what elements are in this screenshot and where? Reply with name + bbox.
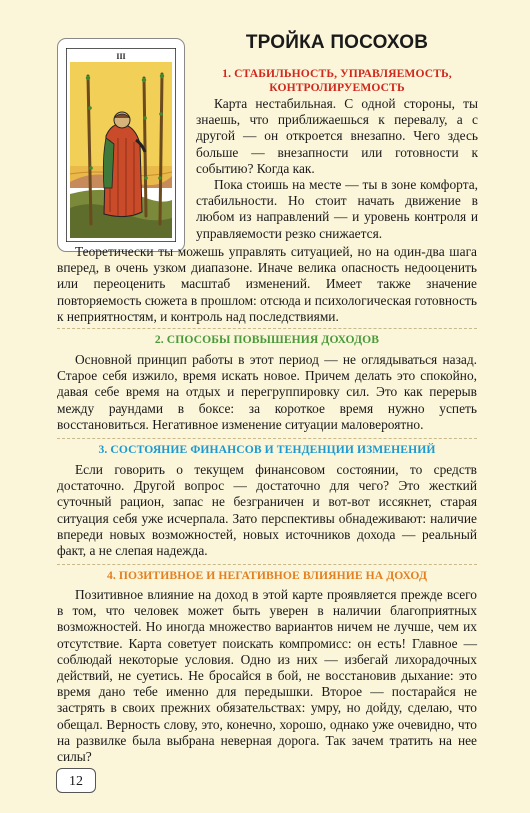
section-4-heading: 4. ПОЗИТИВНОЕ И НЕГАТИВНОЕ ВЛИЯНИЕ НА ДОХОД (106, 569, 428, 582)
section-2-heading: 2. СПОСОБЫ ПОВЫШЕНИЯ ДОХОДОВ (154, 333, 380, 346)
section-1-paragraph-3: Теоретически ты можешь управлять ситуацией, но на один-два шага вперед, в очень узком диапазоне. Иначе велика опасность недооценить или переоценить масштаб изменений. Имеет также значение повторяемость сюжета в прошлом: отсюда и психологическая готовность к неприятностям, и контроль над последствиями. (57, 244, 477, 324)
section-4-body (57, 587, 477, 765)
section-3-heading: 3. СОСТОЯНИЕ ФИНАНСОВ И ТЕНДЕНЦИИ ИЗМЕНЕНИЙ (98, 443, 436, 456)
tarot-illustration (66, 48, 176, 242)
card-numeral: III (116, 52, 126, 61)
section-1-paragraph-1: Карта нестабильная. С одной стороны, ты знаешь, что приближаешься к перевалу, а с другой — он откроется внезапно. Чего здесь больше — внезапности или готовности к событию? Когда как. (196, 96, 478, 176)
page-number: 12 (56, 768, 96, 793)
section-2-body (57, 352, 477, 433)
section-1-heading-line-1: 1. СТАБИЛЬНОСТЬ, УПРАВЛЯЕМОСТЬ, (222, 67, 452, 80)
tarot-card-three-of-wands (57, 38, 185, 252)
section-3-body (57, 462, 477, 559)
section-divider (57, 438, 477, 439)
section-1-heading (196, 67, 478, 95)
section-1-body-continued (57, 244, 477, 325)
section-1-paragraph-2: Пока стоишь на месте — ты в зоне комфорта, стабильности. Но стоит начать движение в любом из направлений — и уровень контроля и управляемости резко снижается. (196, 177, 478, 241)
section-divider (57, 328, 477, 329)
section-divider (57, 564, 477, 565)
section-2-paragraph: Основной принцип работы в этот период — не оглядываться назад. Старое себя изжило, время искать новое. Причем делать это спокойно, давая себе время на отдых и перегруппировку сил. Это как перерыв между раундами в боксе: за короткое время нужно успеть восстановиться. Негативное изменение ситуации маловероятно. (57, 352, 477, 432)
section-3-paragraph: Если говорить о текущем финансовом состоянии, то средств достаточно. Другой вопрос — достаточно для чего? Это жесткий суточный рацион, запас не безграничен и вот-вот иссякнет, старая ситуация себя уже исчерпала. Зато перспективы обнадеживают: наличие впереди новых возможностей, новых источников дохода — реальный факт, а не слепая надежда. (57, 462, 477, 559)
section-1-heading-line-2: КОНТРОЛИРУЕМОСТЬ (269, 81, 405, 94)
section-1-body (196, 96, 478, 242)
section-4-paragraph: Позитивное влияние на доход в этой карте проявляется прежде всего в том, что человек может быть уверен в наличии благоприятных возможностей. Но иногда множество вариантов ничем не лучше, чем их отсутствие. Карта советует поискать компромисс: он есть! Главное — соблюдай некоторые условия. Одно из них — избегай лихорадочных действий, не суетись. Не бросайся в бой, не восстановив дыхание: это время дано тебе именно для передышки. Второе — постарайся не застрять в своих прежних обязательствах: умру, но дойду, сделаю, что обещал. Верность слову, это, конечно, хорошо, однако уже очевидно, что на развилке была выбрана неверная дорога. Так зачем тратить на нее силы? (57, 587, 477, 765)
page-title: ТРОЙКА ПОСОХОВ (245, 32, 429, 53)
